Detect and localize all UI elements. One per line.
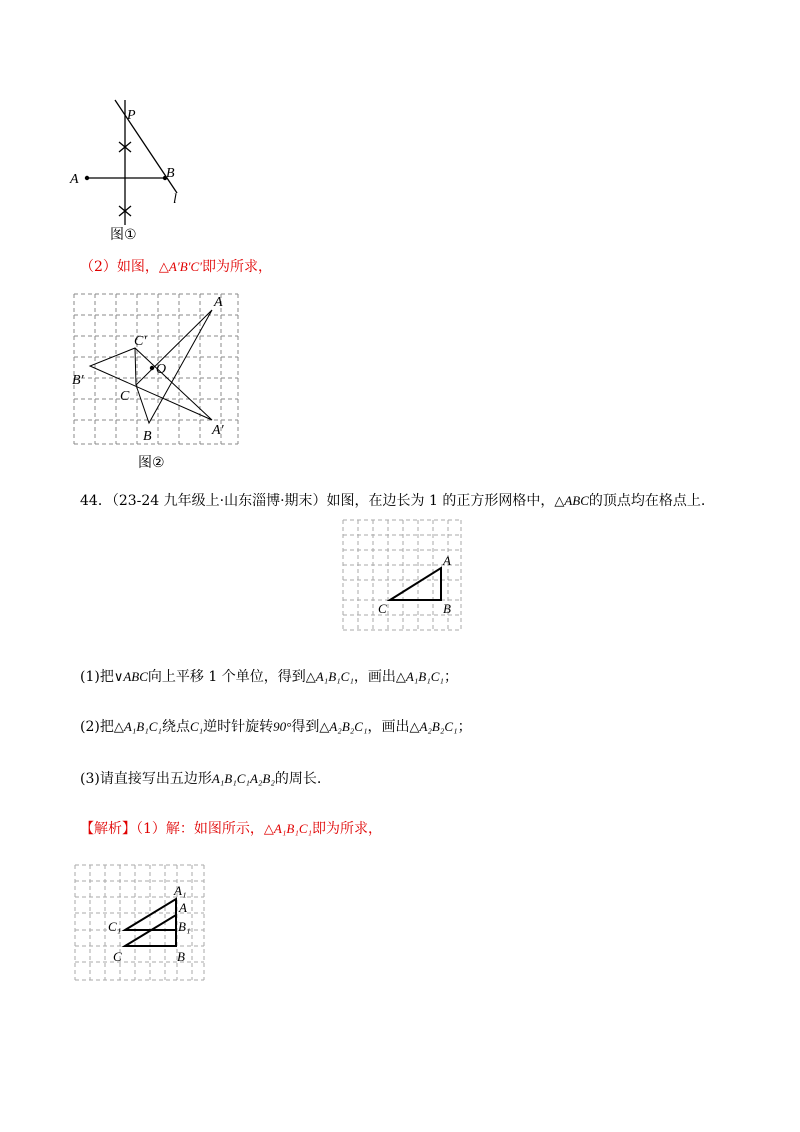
triangle-a-prime-b-prime-c-prime	[90, 348, 212, 420]
triangle-abc	[136, 310, 212, 423]
figure-1-caption: 图①	[110, 227, 137, 243]
fig4-label-b1: B₁	[178, 919, 191, 934]
fig4-label-a1: A₁	[174, 883, 187, 898]
fig3-label-a: A	[443, 553, 451, 568]
fig2-label-a-prime: A′	[212, 423, 224, 438]
answer-line-2: （2）如图，△A′B′C′即为所求，	[80, 259, 273, 275]
fig2-label-a: A	[214, 295, 223, 310]
analysis-line: 【解析】（1）解：如图所示，△A₁B₁C₁即为所求，	[80, 821, 383, 837]
figure-2-caption: 图②	[138, 455, 165, 471]
fig4-label-a: A	[179, 900, 187, 915]
figure-2	[68, 288, 248, 453]
fig2-label-o: O	[156, 362, 167, 377]
label-l: l	[173, 192, 177, 207]
sub-question-1: (1)把∨ABC向上平移 1 个单位，得到△A₁B₁C₁，画出△A₁B₁C₁；	[80, 669, 458, 685]
sub-question-3: (3)请直接写出五边形A₁B₁C₁A₂B₂的周长.	[80, 771, 322, 787]
fig3-label-b: B	[443, 601, 451, 616]
fig2-label-b: B	[143, 429, 152, 444]
label-a: A	[70, 172, 79, 187]
fig4-label-c: C	[113, 949, 122, 964]
figure-1	[60, 95, 200, 245]
question-44: 44．（23-24 九年级上·山东淄博·期末）如图，在边长为 1 的正方形网格中，△ABC的顶点均在格点上.	[80, 493, 706, 509]
fig4-label-b: B	[177, 949, 185, 964]
analysis-tag: 【解析】	[80, 821, 136, 837]
fig2-label-c: C	[120, 389, 130, 404]
figure-4	[70, 860, 210, 985]
figure-3	[338, 515, 468, 635]
fig3-label-c: C	[378, 601, 387, 616]
label-b: B	[166, 166, 175, 181]
fig2-label-c-prime: C′	[134, 334, 147, 349]
fig2-label-b-prime: B′	[72, 373, 84, 388]
label-p: P	[127, 108, 136, 123]
sub-question-2: (2)把△A₁B₁C₁绕点C₁逆时针旋转90°得到△A₂B₂C₁，画出△A₂B₂C₁；	[80, 719, 472, 735]
fig4-label-c1: C₁	[108, 919, 122, 934]
